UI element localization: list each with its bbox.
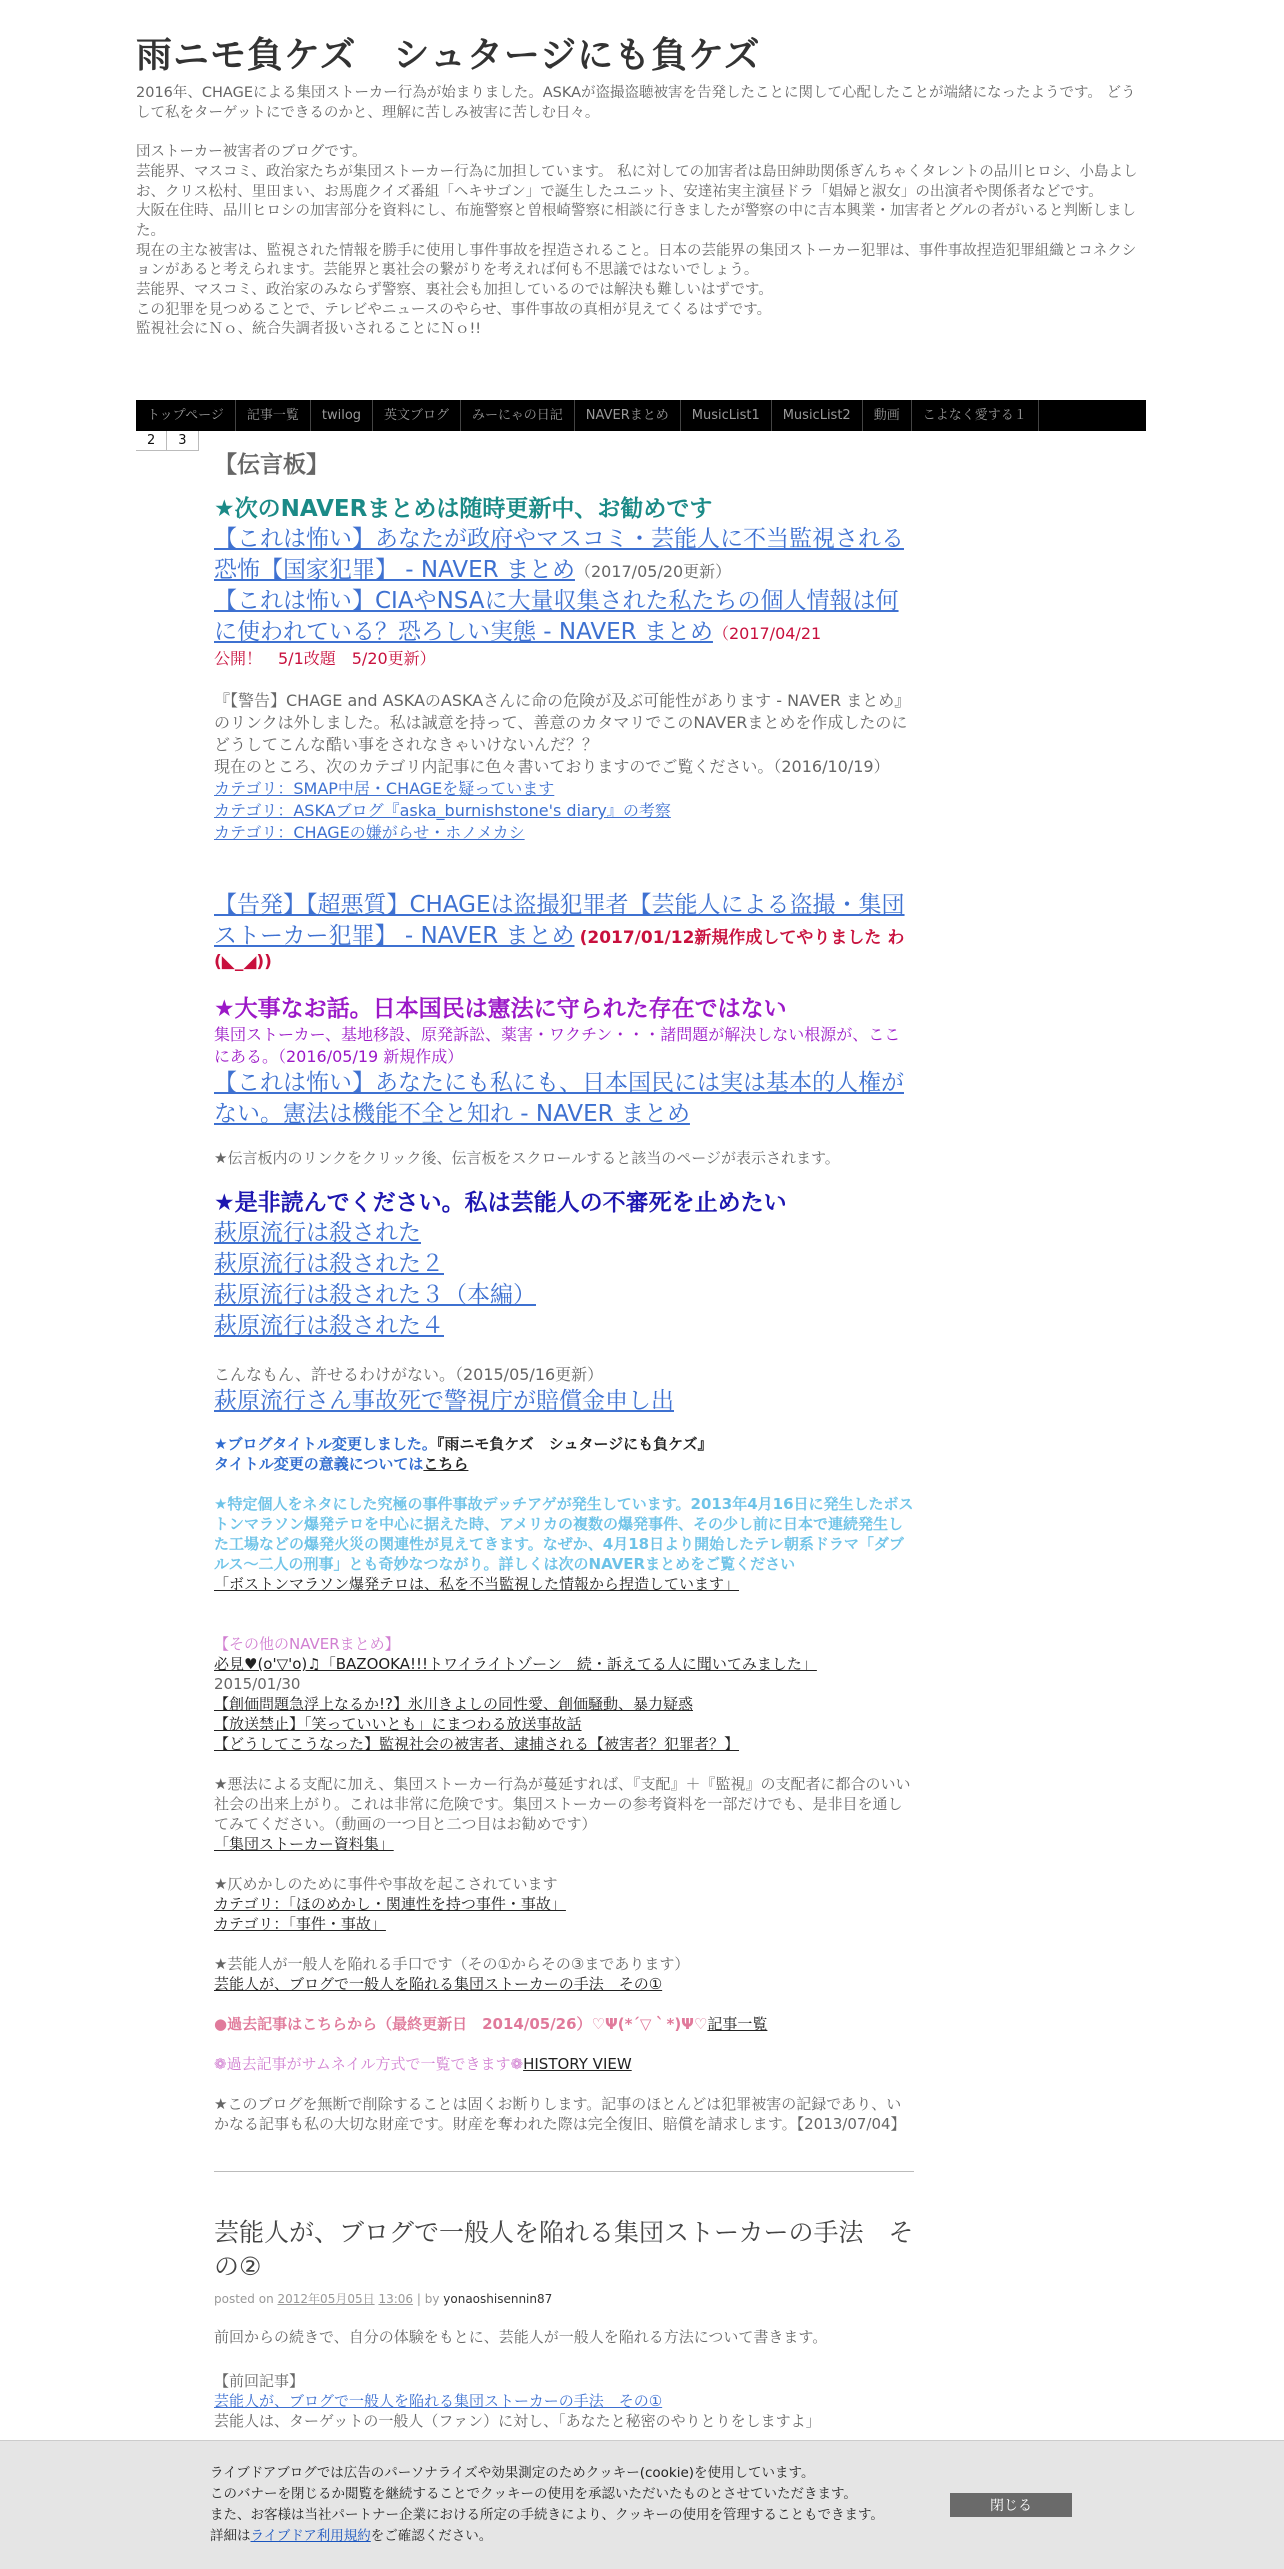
description-line: 監視社会にＮｏ、統合失調者扱いされることにＮｏ!! (136, 321, 482, 338)
category-link-smap[interactable]: カテゴリ：SMAP中居・CHAGEを疑っています (214, 779, 555, 798)
nav-item-english-blog[interactable]: 英文ブログ (373, 400, 461, 431)
board-section-incidents (214, 1874, 914, 1934)
board-section-warning (214, 690, 914, 844)
archive-link[interactable]: 記事一覧 (707, 2015, 768, 2033)
cookie-line4-pre: 詳細は (210, 2528, 251, 2544)
description-line: この犯罪を見つめることで、テレビやニュースのやらせ、事件事故の真相が見えてくるはずです。 (136, 301, 772, 318)
blog-description (136, 84, 1146, 340)
section-divider (214, 2171, 914, 2172)
warning-text: 『【警告】CHAGE and ASKAのASKAさんに命の危険が及ぶ可能性があります - NAVER まとめ』のリンクは外しました。私は誠意を持って、善意のカタマリでこのNAVERまとめを作成したのにどうしてこんな酷い事をされなきゃいけないんだ？？ (214, 691, 911, 754)
category-link-aska[interactable]: カテゴリ：ASKAブログ『aska_burnishstone's diary』の考察 (214, 801, 671, 820)
post-body: 芸能人は、ターゲットの一般人（ファン）に対し、「あなたと秘密のやりとりをしますよ」 (214, 2412, 821, 2430)
other-naver-link-2[interactable]: 【創価問題急浮上なるか!?】氷川きよしの同性愛、創価騒動、暴力疑惑 (214, 1695, 693, 1713)
description-line: 2016年、CHAGEによる集団ストーカー行為が始まりました。ASKAが盗撮盗聴被害を告発したことに関して心配したことが端緒になったようです。 どうして私をターゲットにできるのかと、理解に苦しみ被害に苦しむ日々。 (136, 85, 1136, 121)
close-cookie-button[interactable]: 閉じる (950, 2493, 1072, 2517)
other-naver-link-4[interactable]: 【どうしてこうなった】監視社会の被害者、逮捕される【被害者？犯罪者？】 (214, 1735, 740, 1753)
nav-item-favorite[interactable]: こよなく愛する１ (912, 400, 1039, 431)
post (214, 2216, 914, 2431)
boston-text: ★特定個人をネタにした究極の事件事故デッチアゲが発生しています。2013年4月16日に発生したボストンマラソン爆発テロを中心に据えた時、アメリカの複数の爆発事件、その少し前に日本で連続発生した工場などの爆発火災の関連性が見えてきます。なぜか、4月18日より開始したテレ朝系ドラマ「ダブルス～二人の刑事」とも奇妙なつながり。詳しくは次のNAVERまとめをご覧ください (214, 1495, 914, 1573)
accusation-link[interactable]: 【告発】【超悪質】CHAGEは盗撮犯罪者【芸能人による盗撮・集団ストーカー犯罪】 - NAVER まとめ (214, 892, 905, 949)
constitution-text: 集団ストーカー、基地移設、原発訴訟、薬害・ワクチン・・・諸問題が解決しない根源が、ここにある。（2016/05/19 新規作成） (214, 1025, 901, 1066)
board-title: 【伝言板】 (214, 452, 329, 478)
history-link[interactable]: HISTORY VIEW (523, 2055, 632, 2073)
board-section-notice (214, 2094, 914, 2134)
nav-item-diary[interactable]: みーにゃの日記 (461, 400, 575, 431)
compensation-text: こんなもん、許せるわけがない。（2015/05/16更新） (214, 1365, 604, 1384)
cookie-banner (0, 2440, 1284, 2569)
constitution-link[interactable]: 【これは怖い】あなたにも私にも、日本国民には実は基本的人権がない。憲法は機能不全と知れ - NAVER まとめ (214, 1070, 904, 1127)
board-note-text: ★伝言板内のリンクをクリック後、伝言板をスクロールすると該当のページが表示されます。 (214, 1149, 840, 1167)
hagiwara-heading: ★是非読んでください。私は芸能人の不審死を止めたい (214, 1190, 787, 1216)
other-naver-heading: 【その他のNAVERまとめ】 (214, 1635, 400, 1653)
nav-item-naver[interactable]: NAVERまとめ (575, 400, 681, 431)
description-line: 芸能界、マスコミ、政治家のみならず警察、裏社会も加担しているのでは解決も難しいはずです。 (136, 282, 773, 299)
nav-item-musiclist2[interactable]: MusicList2 (772, 400, 863, 431)
board-section-constitution (214, 994, 914, 1130)
hagiwara-link-4[interactable]: 萩原流行は殺された４ (214, 1313, 444, 1339)
naver-heading: ★次のNAVERまとめは随時更新中、お勧めです (214, 496, 713, 522)
naver-note-1: （2017/05/20更新） (574, 562, 732, 581)
terms-link[interactable]: ライブドア利用規約 (250, 2528, 371, 2544)
top-nav (136, 400, 1146, 431)
blog-title[interactable]: 雨ニモ負ケズ シュタージにも負ケズ (136, 35, 761, 76)
accusation-note: (2017/01/12新規作成してやりました わ(◣_◢)) (214, 928, 905, 972)
hagiwara-link-2[interactable]: 萩原流行は殺された２ (214, 1251, 444, 1277)
other-naver-date: 2015/01/30 (214, 1675, 301, 1693)
nav-item-top[interactable]: トップページ (136, 400, 236, 431)
cookie-line: このバナーを閉じるか閲覧を継続することでクッキーの使用を承認いただいたものとさせていただきます。 (210, 2486, 857, 2502)
board-section-stalker (214, 1774, 914, 1854)
post-prev-link[interactable]: 芸能人が、ブログで一般人を陥れる集団ストーカーの手法 その① (214, 2392, 663, 2410)
title-change-link[interactable]: こちら (423, 1455, 469, 1473)
cookie-line4-post: をご確認ください。 (370, 2528, 493, 2544)
post-by: | by (416, 2292, 440, 2306)
description-line (136, 123, 1146, 143)
board-section-boston (214, 1494, 914, 1594)
post-title[interactable]: 芸能人が、ブログで一般人を陥れる集団ストーカーの手法 その② (214, 2218, 914, 2281)
hagiwara-link-1[interactable]: 萩原流行は殺された (214, 1220, 421, 1246)
category-link-chage[interactable]: カテゴリ：CHAGEの嫌がらせ・ホノメカシ (214, 823, 525, 842)
board-section-compensation (214, 1364, 914, 1417)
nav-item-page-2[interactable]: 2 (136, 431, 167, 451)
post-time[interactable]: 13:06 (378, 2292, 414, 2306)
title-change-new-title: 『雨ニモ負ケズ シュタージにも負ケズ』 (436, 1435, 713, 1453)
notice-text: ★このブログを無断で削除することは固くお断りします。記事のほとんどは犯罪被害の記録であり、いかなる記事も私の大切な財産です。財産を奪われた際は完全復旧、賠償を請求します。【2013/07/04】 (214, 2095, 906, 2133)
naver-note-2a: （2017/04/21 (712, 624, 822, 643)
constitution-heading: ★大事なお話。日本国民は憲法に守られた存在ではない (214, 996, 787, 1022)
blog-header (136, 28, 1146, 340)
stalker-link[interactable]: 「集団ストーカー資料集」 (214, 1835, 394, 1853)
post-intro: 前回からの続きで、自分の体験をもとに、芸能人が一般人を陥れる方法について書きます。 (214, 2328, 828, 2346)
description-line: 大阪在住時、品川ヒロシの加害部分を資料にし、布施警察と曽根崎警察に相談に行きましたが警察の中に吉本興業・加害者とグルの者がいると判断しました。 (136, 203, 1137, 239)
post-date[interactable]: 2012年05月05日 (277, 2292, 375, 2306)
board-section-title-change (214, 1434, 914, 1474)
methods-text: ★芸能人が一般人を陥れる手口です（その①からその③まであります） (214, 1955, 690, 1973)
compensation-link[interactable]: 萩原流行さん事故死で警視庁が賠償金申し出 (214, 1388, 674, 1414)
board-section-archive (214, 2014, 914, 2034)
post-author[interactable]: yonaoshisennin87 (443, 2292, 553, 2306)
board-section-history (214, 2054, 914, 2074)
board-note (214, 1148, 914, 1168)
description-line: 芸能界、マスコミ、政治家たちが集団ストーカー行為に加担しています。 私に対しての加害者は島田紳助関係ぎんちゃくタレントの品川ヒロシ、小島よしお、クリス松村、里田まい、お馬鹿クイズ番組「ヘキサゴン」で誕生したユニット、安達祐実主演昼ドラ「娼婦と淑女」の出演者や関係者などです。 (136, 163, 1138, 200)
cookie-text (210, 2463, 884, 2547)
other-naver-link-3[interactable]: 【放送禁止】「笑っていいとも」にまつわる放送事故話 (214, 1715, 582, 1733)
nav-item-articles[interactable]: 記事一覧 (236, 400, 311, 431)
board-section-methods (214, 1954, 914, 1994)
cookie-line-4 (210, 2526, 884, 2547)
post-meta-label: posted on (214, 2292, 274, 2306)
description-line: 団ストーカー被害者のブログです。 (136, 144, 367, 161)
title-change-meaning: タイトル変更の意義については (214, 1455, 424, 1473)
stalker-text: ★悪法による支配に加え、集団ストーカー行為が蔓延すれば、『支配』＋『監視』の支配者に都合のいい社会の出来上がり。これは非常に危険です。集団ストーカーの参考資料を一部だけでも、是非目を通してみてください。（動画の一つ目と二つ目はお勧めです） (214, 1775, 911, 1833)
board-section-naver (214, 494, 914, 670)
post-prev-label: 【前回記事】 (214, 2372, 305, 2390)
nav-item-page-3[interactable]: 3 (167, 431, 198, 451)
title-change-text: ★ブログタイトル変更しました。 (214, 1435, 437, 1453)
nav-item-musiclist1[interactable]: MusicList1 (681, 400, 772, 431)
naver-link-1[interactable]: 【これは怖い】あなたが政府やマスコミ・芸能人に不当監視される恐怖【国家犯罪】 - NAVER まとめ (214, 526, 904, 583)
cookie-line: ライブドアブログでは広告のパーソナライズや効果測定のためクッキー(cookie)を使用しています。 (210, 2465, 815, 2481)
naver-link-2[interactable]: 【これは怖い】CIAやNSAに大量収集された私たちの個人情報は何に使われている？恐ろしい実態 - NAVER まとめ (214, 588, 899, 645)
board-section-other-naver (214, 1634, 914, 1754)
boston-link[interactable]: 「ボストンマラソン爆発テロは、私を不当監視した情報から捏造しています」 (214, 1575, 740, 1593)
methods-link[interactable]: 芸能人が、ブログで一般人を陥れる集団ストーカーの手法 その① (214, 1975, 663, 1993)
incidents-link-2[interactable]: カテゴリ：「事件・事故」 (214, 1915, 386, 1933)
nav-row-2 (136, 431, 199, 451)
history-text: ❁過去記事がサムネイル方式で一覧できます❁ (214, 2055, 524, 2073)
post-meta (214, 2290, 914, 2307)
archive-text: ●過去記事はこちらから（最終更新日 2014/05/26）♡Ψ(*´▽｀*)Ψ♡ (214, 2015, 708, 2033)
description-line: 現在の主な被害は、監視された情報を勝手に使用し事件事故を捏造されること。日本の芸能界の集団ストーカー犯罪は、事件事故捏造犯罪組織とコネクションがあると考えられます。芸能界と裏社会の繋がりを考えれば何も不思議ではないでしょう。 (136, 242, 1137, 279)
warning-text-2: 現在のところ、次のカテゴリ内記事に色々書いておりますのでご覧ください。（2016/10/19） (214, 757, 890, 776)
incidents-link-1[interactable]: カテゴリ：「ほのめかし・関連性を持つ事件・事故」 (214, 1895, 566, 1913)
other-naver-link-1[interactable]: 必見♥(o'▽'o)♫「BAZOOKA!!!トワイライトゾーン 続・訴えてる人に聞いてみました」 (214, 1655, 817, 1673)
nav-item-video[interactable]: 動画 (863, 400, 912, 431)
board-section-accusation (214, 890, 914, 972)
cookie-line: また、お客様は当社パートナー企業における所定の手続きにより、クッキーの使用を管理することもできます。 (210, 2507, 884, 2523)
nav-item-twilog[interactable]: twilog (311, 400, 373, 431)
naver-note-2b: 公開！ 5/1改題 5/20更新） (214, 649, 436, 668)
board-section-hagiwara (214, 1188, 914, 1342)
hagiwara-link-3[interactable]: 萩原流行は殺された３（本編） (214, 1282, 536, 1308)
incidents-text: ★仄めかしのために事件や事故を起こされています (214, 1875, 558, 1893)
